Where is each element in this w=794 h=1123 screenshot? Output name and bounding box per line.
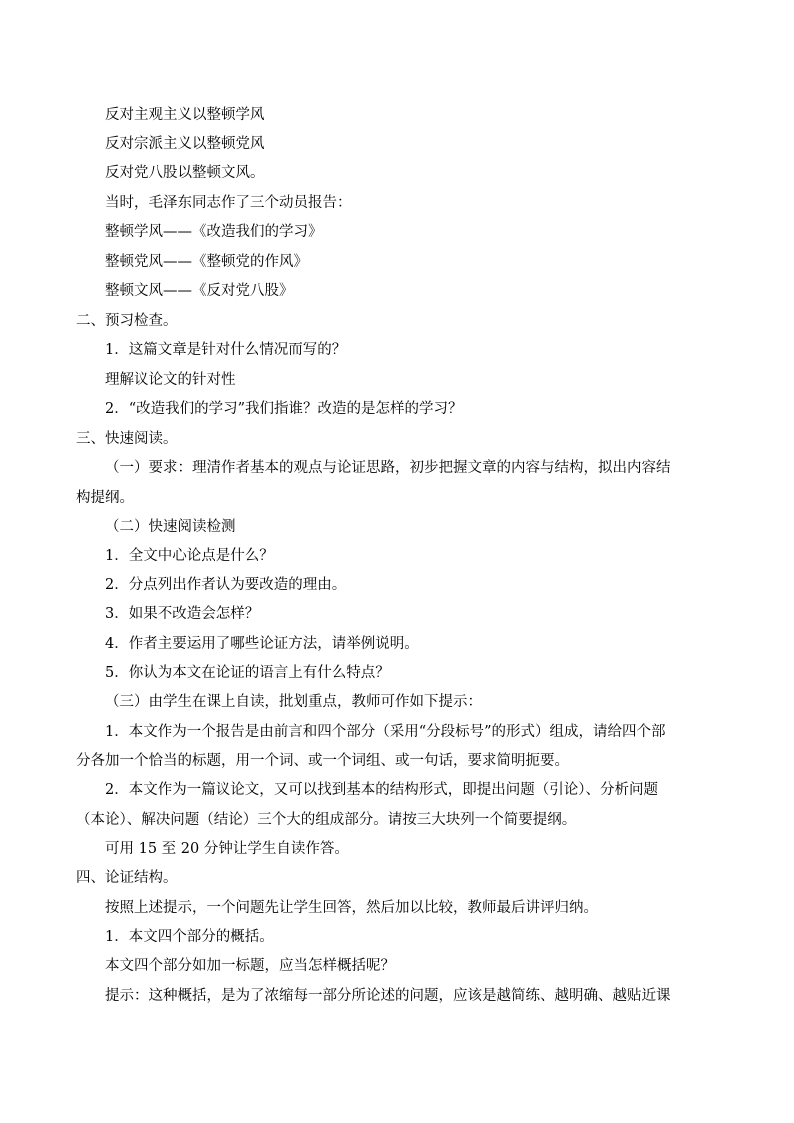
text-line: 2．分点列出作者认为要改造的理由。 bbox=[105, 577, 347, 593]
text-line: 按照上述提示，一个问题先让学生回答，然后加以比较，教师最后讲评归纳。 bbox=[105, 900, 598, 916]
section-heading: 四、论证结构。 bbox=[76, 870, 178, 886]
text-line: 反对宗派主义以整顿党风 bbox=[105, 136, 265, 152]
text-line: （三）由学生在课上自读，批划重点，教师可作如下提示： bbox=[105, 694, 482, 710]
text-line: 分各加一个恰当的标题，用一个词、或一个词组、或一句话，要求简明扼要。 bbox=[76, 753, 569, 769]
text-line: 可用 15 至 20 分钟让学生自读作答。 bbox=[105, 841, 349, 857]
text-line: 反对党八股以整顿文风。 bbox=[105, 165, 265, 181]
text-line: 4．作者主要运用了哪些论证方法，请举例说明。 bbox=[105, 636, 419, 652]
text-line: 反对主观主义以整顿学风 bbox=[105, 107, 265, 123]
text-line: 1．全文中心论点是什么？ bbox=[105, 548, 274, 564]
text-line: 构提纲。 bbox=[76, 490, 134, 506]
section-heading: 二、预习检查。 bbox=[76, 313, 178, 329]
text-line: 1．这篇文章是针对什么情况而写的？ bbox=[105, 342, 347, 358]
text-line: 当时，毛泽东同志作了三个动员报告： bbox=[105, 195, 352, 211]
text-line: 2．“改造我们的学习”我们指谁？改造的是怎样的学习？ bbox=[105, 401, 463, 417]
text-line: 3．如果不改造会怎样？ bbox=[105, 606, 260, 622]
text-line: 本文四个部分如加一标题，应当怎样概括呢？ bbox=[105, 958, 395, 974]
text-line: 5．你认为本文在论证的语言上有什么特点？ bbox=[105, 665, 390, 681]
text-line: （一）要求：理清作者基本的观点与论证思路，初步把握文章的内容与结构，拟出内容结 bbox=[105, 460, 671, 476]
text-line: 整顿党风——《整顿党的作风》 bbox=[105, 254, 308, 270]
text-line: 整顿学风——《改造我们的学习》 bbox=[105, 224, 323, 240]
text-line: 整顿文风——《反对党八股》 bbox=[105, 283, 294, 299]
text-line: （本论）、解决问题（结论）三个大的组成部分。请按三大块列一个简要提纲。 bbox=[76, 812, 577, 828]
text-line: 2．本文作为一篇议论文，又可以找到基本的结构形式，即提出问题（引论）、分析问题 bbox=[105, 782, 658, 798]
text-line: 理解议论文的针对性 bbox=[105, 372, 236, 388]
section-heading: 三、快速阅读。 bbox=[76, 431, 178, 447]
text-line: 1．本文作为一个报告是由前言和四个部分（采用“分段标号”的形式）组成，请给四个部 bbox=[105, 724, 666, 740]
text-line: 提示：这种概括，是为了浓缩每一部分所论述的问题，应该是越简练、越明确、越贴近课 bbox=[105, 988, 671, 1004]
text-line: （二）快速阅读检测 bbox=[105, 519, 236, 535]
text-line: 1．本文四个部分的概括。 bbox=[105, 929, 274, 945]
